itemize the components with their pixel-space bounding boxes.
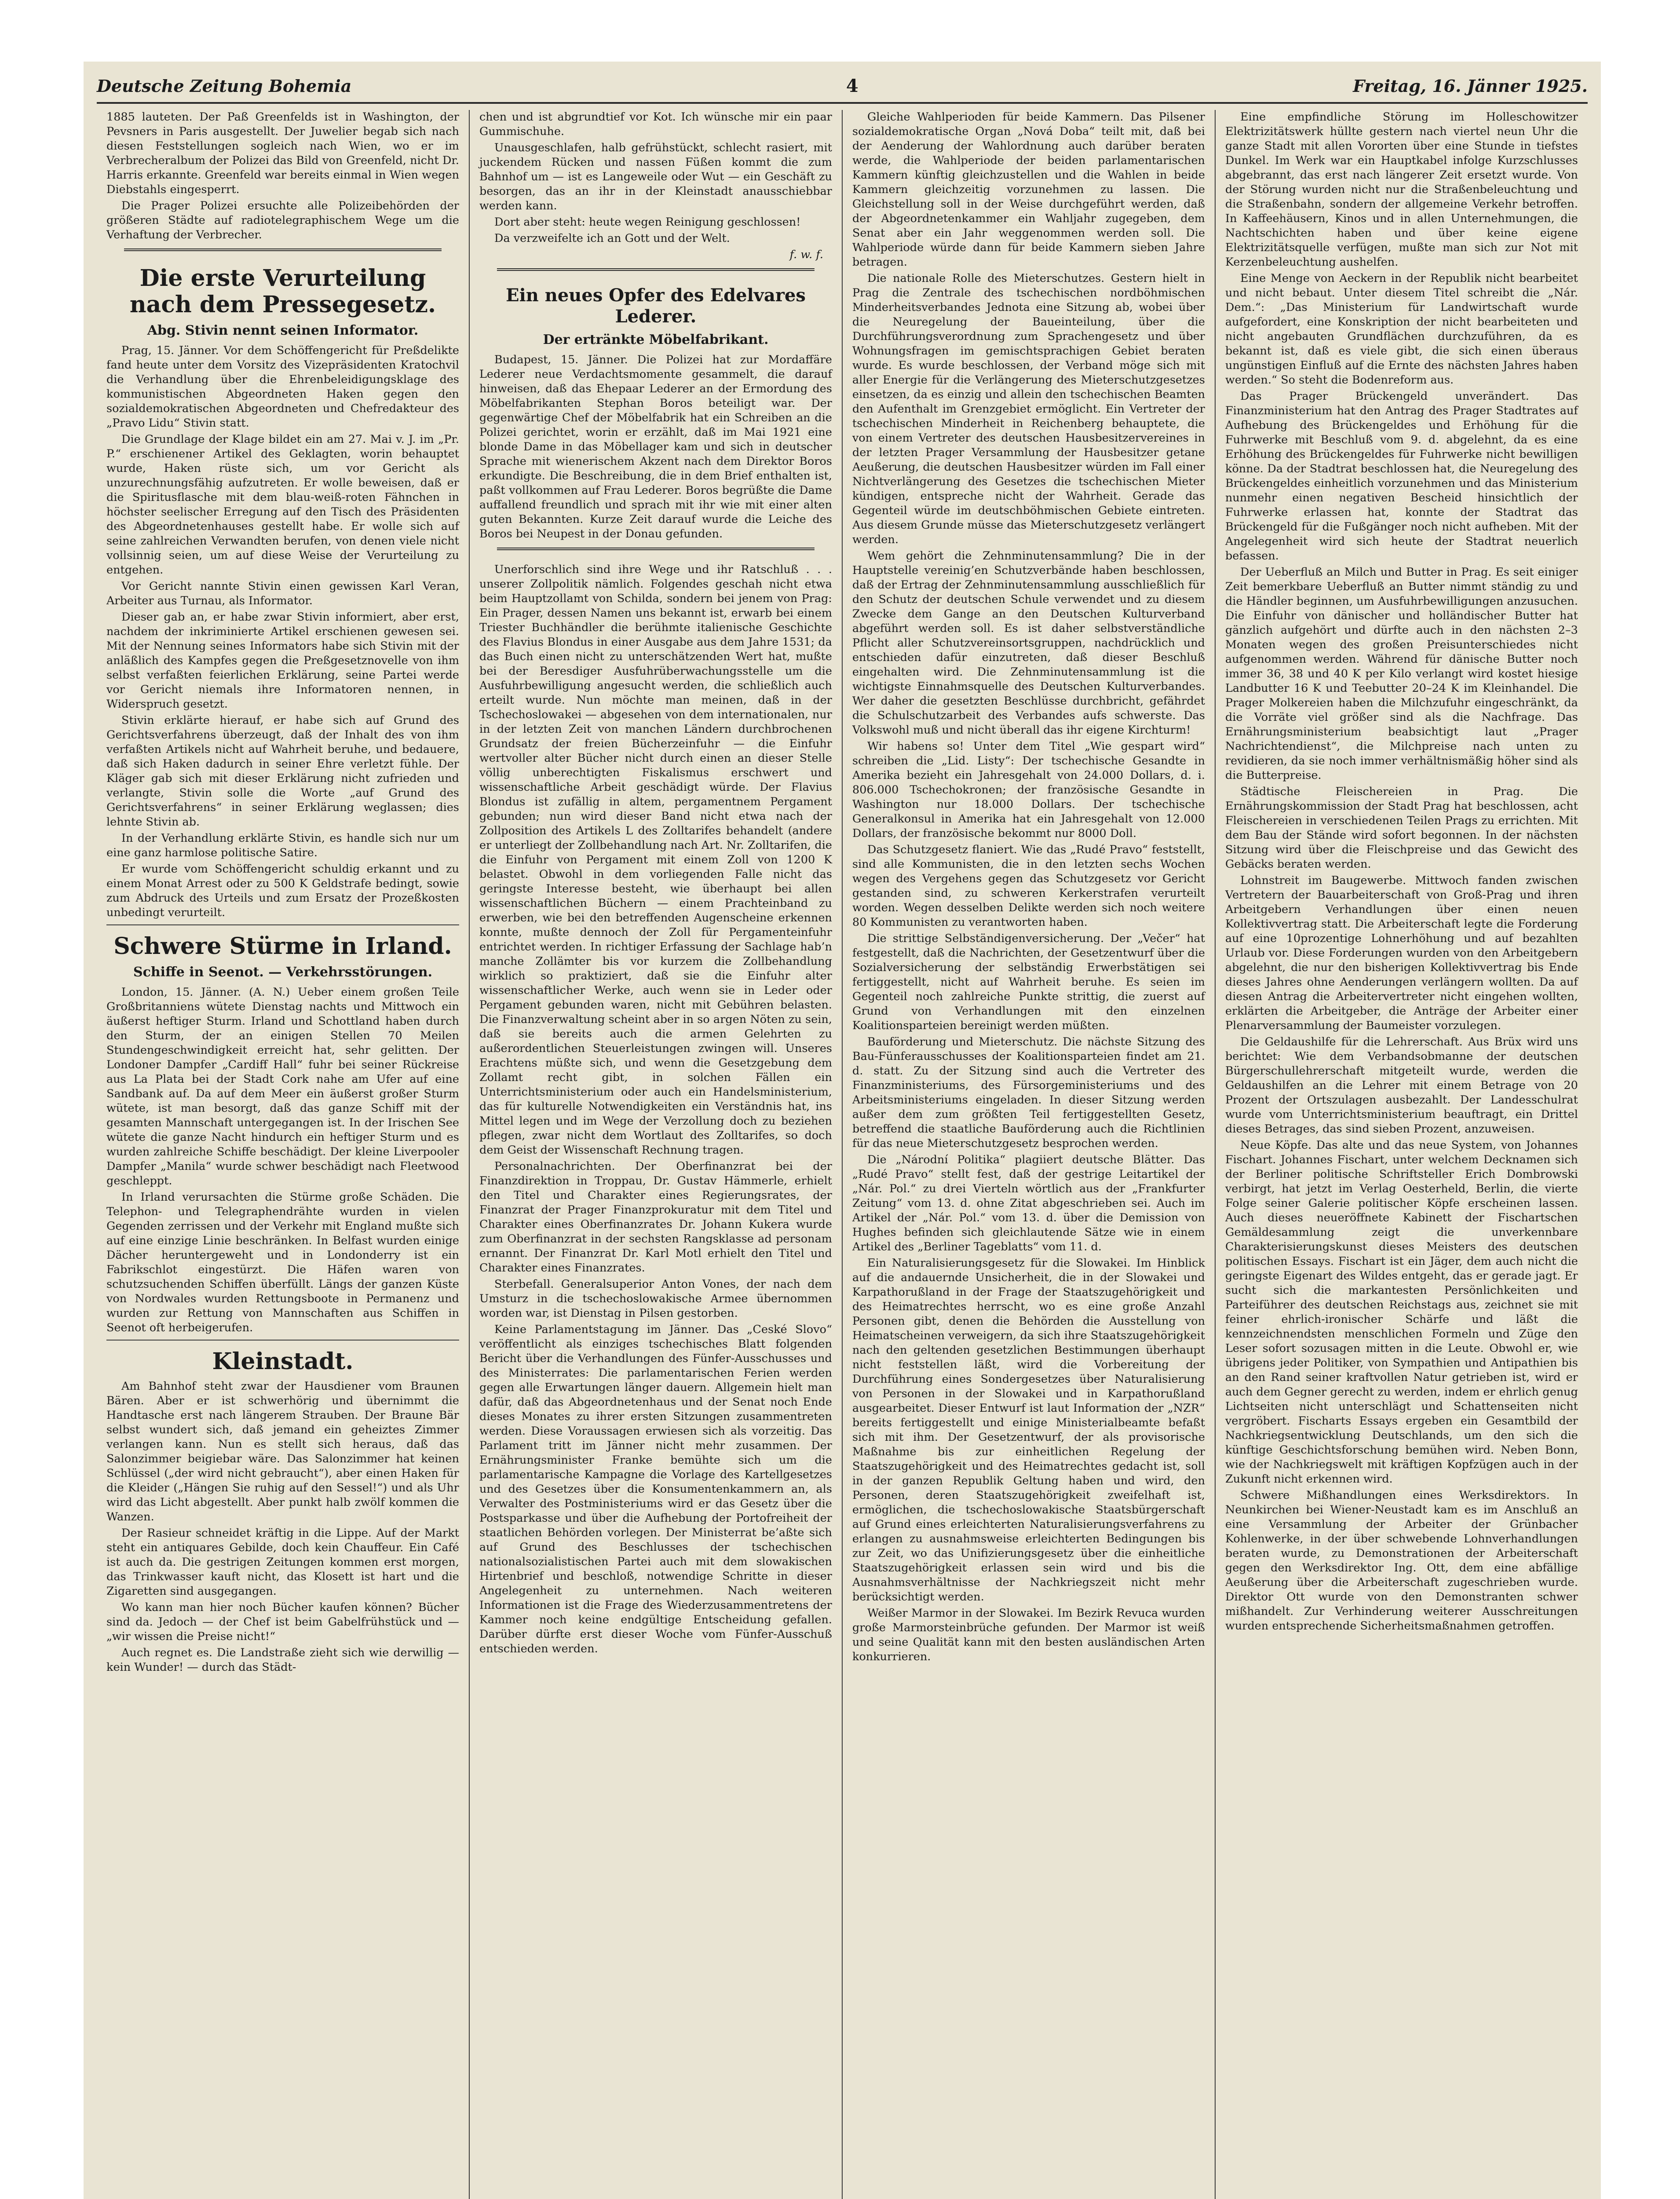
headline: Ein neues Opfer des Edelvares Lederer. — [506, 285, 806, 327]
paragraph: Bauförderung und Mieterschutz. Die nächste Sitzung des Bau-Fünferausschusses der Koalitionsparteien findet am 21. d. statt. Zu der Sitzung sind auch die Vertreter des Finanzministeriums, des Fürsorgeministeriums und des Arbeitsministeriums eingeladen. In dieser Sitzung werden außer dem zum größten Teil fertiggestellten Gesetz, betreffend die staatliche Bauförderung auch die Richtlinien für das neue Mieterschutzgesetz besprochen werden. — [852, 1035, 1205, 1150]
paragraph: Lohnstreit im Baugewerbe. Mittwoch fanden zwischen Vertretern der Bauarbeiterschaft von Groß-Prag und ihren Arbeitgebern Verhandlungen über einen neuen Kollektivvertrag statt. Die Arbeiterschaft legte die Forderung auf eine 10prozentige Lohnerhöhung und auf bezahlten Urlaub vor. Diese Forderungen wurden von den Arbeitgebern abgelehnt, die nur den bisherigen Kollektivvertrag bis Ende dieses Jahres ohne Aenderungen verlängern wollten. Da auf diesen Antrag die Arbeitervertreter nicht eingehen wollten, erklärten die Arbeitgeber, die Anträge der Arbeiter einer Plenarversammlung der Baumeister vorzulegen. — [1225, 874, 1578, 1032]
paragraph: Da verzweifelte ich an Gott und der Welt. — [494, 232, 730, 245]
paragraph: Wir habens so! Unter dem Titel „Wie gespart wird“ schreiben die „Lid. Listy“: Der tschechische Gesandte in Amerika bezieht ein Jahresgehalt von 24.000 Dollars, d. i. 806.000 Tschechokronen; der französische Gesandte in Washington nur 18.000 Dollars. Der tschechische Generalkonsul in Amerika hat ein Jahresgehalt von 12.000 Dollars, der französische bekommt nur 8000 Doll. — [852, 740, 1205, 840]
paragraph: Ein Naturalisierungsgesetz für die Slowakei. Im Hinblick auf die andauernde Unsicherheit, die in der Slowakei und Karpathorußland in der Frage der Staatszugehörigkeit und des Heimatrechtes herrscht, wo es eine große Anzahl Personen gibt, denen die Behörden die Ausstellung von Heimatscheinen verweigern, da sich ihre Staatszugehörigkeit nach den geltenden gesetzlichen Bestimmungen überhaupt nicht feststellen läßt, wird die Vorbereitung der Durchführung eines Sondergesetzes über Naturalisierung von Personen in der Slowakei und in Karpathorußland ausgearbeitet. Dieser Entwurf ist laut Information der „NZR“ bereits fertiggestellt und einige Ministerialbeamte befaßt sich mit ihm. Der Gesetzentwurf, der als provisorische Maßnahme bis zur einheitlichen Regelung der Staatszugehörigkeit und des Heimatrechtes gedacht ist, soll in der ganzen Republik Geltung haben und wird, den Personen, deren Staatszugehörigkeit zweifelhaft ist, ermöglichen, die tschechoslowakische Staatsbürgerschaft auf Grund eines erleichterten Naturalisierungsverfahrens zu erlangen zu ausnahmsweise erleichterten Bedingungen bis zur Zeit, wo das Unifizierungsgesetz über die einheitliche Staatszugehörigkeit erlassen sein wird und bis die Ausnahmsverhältnisse der Nachkriegszeit nicht mehr berücksichtigt werden. — [852, 1257, 1205, 1604]
column-3 — [843, 110, 1216, 2199]
paragraph: Die strittige Selbständigenversicherung. Der „Večer“ hat festgestellt, daß die Nachrichten, der Gesetzentwurf über die Sozialversicherung der selbständig Erwerbstätigen sei fertiggestellt, nicht auf Wahrheit beruhe. Es seien im Gegenteil noch zahlreiche Punkte strittig, die zuerst auf Grund von Verhandlungen mit den einzelnen Koalitionsparteien bereinigt werden müßten. — [852, 932, 1205, 1032]
paragraph: Eine Menge von Aeckern in der Republik nicht bearbeitet und nicht bebaut. Unter diesem Titel schreibt die „Nár. Dem.“: „Das Ministerium für Landwirtschaft wurde aufgefordert, eine Konskription der nicht bearbeiteten und nicht angebauten Grundflächen durchzuführen, da es bekannt ist, daß es viele gibt, die sich einen überaus ungünstigen Einfluß auf die Ernte des nächsten Jahres haben werden.“ So steht die Bodenreform aus. — [1225, 272, 1578, 387]
separator — [106, 1340, 459, 1341]
paragraph: Stivin erklärte hierauf, er habe sich auf Grund des Gerichtsverfahrens überzeugt, daß der Inhalt des von ihm verfaßten Artikels nicht auf Wahrheit beruhe, und bedauere, daß sich Haken dadurch in seiner Ehre verletzt fühle. Der Kläger gab sich mit dieser Erklärung nicht zufrieden und verlangte, Stivin solle die Worte „auf Grund des Gerichtsverfahrens“ in seiner Erklärung weglassen; dies lehnte Stivin ab. — [106, 714, 459, 829]
paragraph: In der Verhandlung erklärte Stivin, es handle sich nur um eine ganz harmlose politische Satire. — [106, 832, 459, 859]
paragraph: Die Grundlage der Klage bildet ein am 27. Mai v. J. im „Pr. P.“ erschienener Artikel des Geklagten, worin behauptet wurde, Haken rüste sich, um vor Gericht als unzurechnungsfähig aufzutreten. Er wolle beweisen, daß er die Spiritusflasche mit dem blau-weiß-roten Fähnchen in höchster seelischer Erregung auf den Tisch des Präsidenten des Abgeordnetenhauses gestellt habe. Er wolle sich auf seine zahlreichen Verwandten berufen, von denen viele nicht vollsinnig seien, um auf diese Weise der Verurteilung zu entgehen. — [106, 433, 459, 577]
paragraph: Sterbefall. Generalsuperior Anton Vones, der nach dem Umsturz in die tschechoslowakische Armee übernommen worden war, ist Dienstag in Pilsen gestorben. — [479, 1278, 832, 1320]
separator — [497, 268, 814, 277]
headline: Schwere Stürme in Irland. — [113, 933, 452, 960]
masthead — [97, 70, 1588, 101]
separator — [124, 248, 442, 257]
headline: Kleinstadt. — [212, 1348, 354, 1375]
paragraph: Eine empfindliche Störung im Holleschowitzer Elektrizitätswerk hüllte gestern nach viertel neun Uhr die ganze Stadt mit allen Vororten über eine Stunde in tiefstes Dunkel. Im Werk war ein Hauptkabel infolge Kurzschlusses abgebrannt, das erst nach längerer Zeit ersetzt wurde. Von der Störung wurden nicht nur die Straßenbeleuchtung und die Straßenbahn, sondern der allgemeine Verkehr betroffen. In Kaffeehäusern, Kinos und in allen Unternehmungen, die Nachtschichten haben und über keine eigene Elektrizitätsquelle verfügen, mußte man sich zur Not mit Kerzenbeleuchtung aushelfen. — [1225, 110, 1578, 269]
paragraph: Unausgeschlafen, halb gefrühstückt, schlecht rasiert, mit juckendem Rücken und nassen Füßen kommt die zum Bahnhof um — ist es Langeweile oder Wut — ein Geschäft zu besorgen, das an ihr in der Kleinstadt anausschiebbar werden kann. — [479, 141, 832, 212]
paragraph: Wem gehört die Zehnminutensammlung? Die in der Hauptstelle vereinig’en Schutzverbände haben beschlossen, daß der Ertrag der Zehnminutensammlung ausschließlich für den Schutz der deutschen Schule verwendet und zu diesem Zwecke dem Gange an den Deutschen Kulturverband abgeführt werden soll. Es ist daher selbstverständliche Pflicht aller Schutzvereinsortsgruppen, nachdrücklich und entschieden dafür einzutreten, daß dieser Beschluß eingehalten wird. Die Zehnminutensammlung ist die wichtigste Einnahmsquelle des Deutschen Kulturverbandes. Wer daher die gesetzten Beschlüsse durchbricht, gefährdet die Schulschutzarbeit des Verbandes aufs schwerste. Das Volkswohl muß und nicht überall das ihr eigene Kirchturm! — [852, 549, 1205, 737]
paragraph: Neue Köpfe. Das alte und das neue System, von Johannes Fischart. Johannes Fischart, unter welchem Decknamen sich der Berliner politische Schriftsteller Erich Dombrowski verbirgt, hat jetzt im Verlag Oesterheld, Berlin, die vierte Folge seiner Galerie politischer Köpfe erscheinen lassen. Auch dieses neueröffnete Kabinett der Fischartschen Gemäldesammlung zeigt die unverkennbare Charakterisierungskunst dieses Meisters des deutschen politischen Essays. Fischart ist ein Jäger, dem auch nicht die geringste Eigenart des Wildes entgeht, das er gerade jagt. Er sucht sich die markantesten Persönlichkeiten und Parteiführer des deutschen Reichstags aus, zeichnet sie mit feiner ehrlich-ironischer Schärfe und läßt die kennzeichnendsten menschlichen Formeln und Züge den Leser sofort sozusagen mitten in die Leute. Obwohl er, wie übrigens jeder Politiker, von Sympathien und Antipathien bis an den Rand seiner kraftvollen Natur getrieben ist, wird er auch dem Gegner gerecht zu werden, indem er ehrlich genug Lichtseiten nicht unterschlägt und Schattenseiten nicht vergröbert. Fischarts Essays ergeben ein Gesamtbild der Nachkriegsentwicklung Deutschlands, um den sich die künftige Geschichtsforschung bemühen wird. Neben Bonn, wie der Nachkriegswelt mit kräftigen Kopfzügen auch in der Zukunft nicht erkennen wird. — [1225, 1139, 1578, 1486]
paragraph: 1885 lauteten. Der Paß Greenfelds ist in Washington, der Pevsners in Paris ausgestellt. Der Juwelier begab sich nach diesen Feststellungen sogleich nach Wien, wo er im Verbrecheralbum der Polizei das Bild von Greenfeld, nicht Dr. Harris erkannte. Greenfeld war bereits einmal in Wien wegen Diebstahls eingesperrt. — [106, 110, 459, 196]
column-4 — [1216, 110, 1588, 2199]
paragraph: Am Bahnhof steht zwar der Hausdiener vom Braunen Bären. Aber er ist schwerhörig und übernimmt die Handtasche erst nach längerem Strauben. Der Braune Bär selbst wundert sich, daß jemand ein geheiztes Zimmer verlangen kann. Nun es stellt sich heraus, daß das Salonzimmer beigiebar wäre. Das Salonzimmer hat keinen Schlüssel („der wird nicht gebraucht“), aber einen Haken für die Kleider („Hängen Sie ruhig auf den Sessel!“) und als Uhr wird das Licht abgestellt. Aber punkt halb zwölf kommen die Wanzen. — [106, 1380, 459, 1523]
paragraph: Der Ueberfluß an Milch und Butter in Prag. Es seit einiger Zeit bemerkbare Ueberfluß an Butter nimmt ständig zu und die Händler beginnen, um Ausfuhrbewilligungen anzusuchen. Die Einfuhr von dänischer und holländischer Butter hat gänzlich aufgehört und dürfte auch in den nächsten 2–3 Monaten wegen des großen Preisunterschiedes nicht aufgenommen werden. Während für dänische Butter noch immer 36, 38 und 40 K per Kilo verlangt wird kostet hiesige Landbutter 16 K und Teebutter 20–24 K im Kleinhandel. Die Prager Molkereien haben die Milchzufuhr eingeschränkt, da die Vorräte viel größer sind als die Nachfrage. Das Ernährungsministerium beabsichtigt laut „Prager Nachrichtendienst“, die Milchpreise nach unten zu revidieren, da sie noch immer verhältnismäßig höher sind als die Butterpreise. — [1225, 566, 1578, 782]
paragraph: Das Prager Brückengeld unverändert. Das Finanzministerium hat den Antrag des Prager Stadtrates auf Aufhebung des Brückengeldes und Erhöhung für die Fuhrwerke mit Beschluß vom 9. d. abgelehnt, da es eine Erhöhung des Brückengeldes für Fuhrwerke nicht bewilligen könne. Da der Stadtrat beschlossen hat, die Neuregelung des Brückengeldes einheitlich vorzunehmen und das Ministerium nunmehr einen negativen Bescheid hinsichtlich der Fuhrwerke erlassen hat, konnte der Stadtrat das Brückengeld für die Fußgänger noch nicht aufheben. Mit der Angelegenheit wird sich heute der Stadtrat neuerlich befassen. — [1225, 390, 1578, 563]
paragraph: Gleiche Wahlperioden für beide Kammern. Das Pilsener sozialdemokratische Organ „Nová Doba“ teilt mit, daß bei der Aenderung der Wahlordnung auch darüber beraten werde, die Wahlperiode der beiden parlamentarischen Kammern künftig gleichzustellen und die Wahlen in beide Kammern gleichzeitig vorzunehmen zu lassen. Die Gleichstellung soll in der Weise durchgeführt werden, daß der Abgeordnetenkammer ein Wahljahr zugegeben, dem Senat aber ein Jahr weggenommen werden soll. Die Wahlperiode würde dann für beide Kammern sieben Jahre betragen. — [852, 110, 1205, 269]
column-1 — [97, 110, 470, 2199]
paragraph: chen und ist abgrundtief vor Kot. Ich wünsche mir ein paar Gummischuhe. — [479, 110, 832, 138]
paragraph: Das Schutzgesetz flaniert. Wie das „Rudé Pravo“ feststellt, sind alle Kommunisten, die in den letzten sechs Wochen wegen des Vergehens gegen das Schutzgesetz vor Gericht gestanden sind, zu schweren Kerkerstrafen verurteilt worden. Wegen desselben Delikte werden sich noch weitere 80 Kommunisten zu verantworten haben. — [852, 843, 1205, 929]
separator — [497, 548, 814, 556]
paragraph: Er wurde vom Schöffengericht schuldig erkannt und zu einem Monat Arrest oder zu 500 K Geldstrafe bedingt, sowie zum Abdruck des Urteils und zum Ersatz der Prozeßkosten unbedingt verurteilt. — [106, 862, 459, 919]
paragraph: Prag, 15. Jänner. Vor dem Schöffengericht für Preßdelikte fand heute unter dem Vorsitz des Vizepräsidenten Kratochvil die Verhandlung über die Ehrenbeleidigungsklage des kommunistischen Abgeordneten Haken gegen den sozialdemokratischen Abgeordneten und Chefredakteur des „Pravo Lidu“ Stivin statt. — [106, 344, 459, 430]
headline: Die erste Verurteilung nach dem Pressegesetz. — [129, 265, 436, 318]
paragraph: Schwere Mißhandlungen eines Werksdirektors. In Neunkirchen bei Wiener-Neustadt kam es im Anschluß an eine Versammlung der Arbeiter der Grünbacher Kohlenwerke, in der über schwebende Lohnverhandlungen beraten wurde, zu Demonstrationen der Arbeiterschaft gegen den Werksdirektor Ing. Ott, dem eine abfällige Aeußerung über die Arbeiterschaft zugeschrieben wurde. Direktor Ott wurde von den Demonstranten schwer mißhandelt. Zur Verhinderung weiterer Ausschreitungen wurden entsprechende Sicherheitsmaßnahmen getroffen. — [1225, 1489, 1578, 1633]
page-number: 4 — [846, 75, 858, 96]
paragraph: Die nationale Rolle des Mieterschutzes. Gestern hielt in Prag die Zentrale des tschechischen nordböhmischen Minderheitsverbandes Jednota eine Sitzung ab, wobei über die Neuregelung der Baueinteilung, über die Durchführungsverordnung zum Sprachengesetz und über Wohnungsfragen im gemischtsprachigen Gebiet beraten wurde. Es wurde beschlossen, der Verband möge sich mit aller Energie für die Verlängerung des Mieterschutzgesetzes einsetzen, da es einzig und allein den tschechischen Beamten den Aufenthalt im Grenzgebiet ermöglicht. Ein Vertreter der tschechischen Minderheit in Reichenberg behauptete, die von einem Vertreter des deutschen Hausbesitzervereines in der letzten Prager Versammlung der Hausbesitzer getane Aeußerung, die deutschen Hausbesitzer würden im Fall einer Nichtverlängerung des Gesetzes die tschechischen Mieter kündigen, entspreche nicht der Wahrheit. Gerade das Gegenteil würde im deutschböhmischen Gebiete eintreten. Aus diesem Grunde müsse das Mieterschutzgesetz verlängert werden. — [852, 272, 1205, 546]
paragraph: Dort aber steht: heute wegen Reinigung geschlossen! — [494, 216, 801, 229]
paragraph: Die Prager Polizei ersuchte alle Polizeibehörden der größeren Städte auf radiotelegraphischem Wege um die Verhaftung der Verbrecher. — [106, 199, 459, 241]
newspaper-page — [84, 62, 1601, 2199]
paragraph: Budapest, 15. Jänner. Die Polizei hat zur Mordaffäre Lederer neue Verdachtsmomente gesammelt, die darauf hinweisen, daß das Ehepaar Lederer an der Ermordung des Möbelfabrikanten Stephan Boros beteiligt war. Der gegenwärtige Chef der Möbelfabrik hat ein Schreiben an die Polizei gerichtet, worin er erzählt, daß im Mai 1921 eine blonde Dame in das Möbellager kam und sich in deutscher Sprache mit wienerischem Akzent nach dem Direktor Boros erkundigte. Die Beschreibung, die in dem Brief enthalten ist, paßt vollkommen auf Frau Lederer. Boros begrüßte die Dame auffallend freundlich und sprach mit ihr wie mit einer alten guten Bekannten. Kurze Zeit darauf wurde die Leiche des Boros bei Neupest in der Donau gefunden. — [479, 353, 832, 541]
paragraph: Dieser gab an, er habe zwar Stivin informiert, aber erst, nachdem der inkriminierte Artikel erschienen gewesen sei. Mit der Nennung seines Informators habe sich Stivin mit der anläßlich des Kampfes gegen die Preßgesetznovelle von ihm selbst verfaßten feierlichen Erklärung, seine Partei werde vor Gericht niemals ihre Informatoren nennen, in Widerspruch gesetzt. — [106, 610, 459, 711]
paragraph: Weißer Marmor in der Slowakei. Im Bezirk Revuca wurden große Marmorsteinbrüche gefunden. Der Marmor ist weiß und seine Qualität kann mit den besten ausländischen Arten konkurrieren. — [852, 1607, 1205, 1663]
separator — [106, 924, 459, 925]
subheadline: Der ertränkte Möbelfabrikant. — [543, 332, 769, 347]
author-signature: f. w. f. — [789, 248, 823, 261]
paragraph: Städtische Fleischereien in Prag. Die Ernährungskommission der Stadt Prag hat beschlossen, acht Fleischereien in verschiedenen Teilen Prags zu errichten. Mit dem Bau der Stände wird sofort begonnen. In der nächsten Sitzung wird über die Fleischpreise und das Gewicht des Gebäcks beraten werden. — [1225, 785, 1578, 871]
paragraph: London, 15. Jänner. (A. N.) Ueber einem großen Teile Großbritanniens wütete Dienstag nachts und Mittwoch ein äußerst heftiger Sturm. Irland und Schottland haben durch den Sturm, der an einigen Stellen 70 Meilen Stundengeschwindigkeit erreicht hat, sehr gelitten. Der Londoner Dampfer „Cardiff Hall“ fuhr bei seiner Rückreise aus La Plata bei der Stadt Cork nahe am Ufer auf eine Sandbank auf. Da auf dem Meer ein äußerst großer Sturm wütete, ist man besorgt, daß das ganze Schiff mit der gesamten Mannschaft untergegangen ist. In der Irischen See wütete die ganze Nacht hindurch ein heftiger Sturm und es wurden zahlreiche Schiffe beschädigt. Der kleine Liverpooler Dampfer „Manila“ wurde schwer beschädigt nach Fleetwood geschleppt. — [106, 986, 459, 1187]
paragraph: Auch regnet es. Die Landstraße zieht sich wie derwillig — kein Wunder! — durch das Städt- — [106, 1646, 459, 1674]
paragraph: Der Rasieur schneidet kräftig in die Lippe. Auf der Markt steht ein antiquares Gebilde, doch kein Chauffeur. Ein Café ist auch da. Die gestrigen Zeitungen kommen erst morgen, das Trinkwasser kauft nicht, das Klosett ist hart und die Zigaretten sind ausgegangen. — [106, 1527, 459, 1598]
columns — [97, 110, 1588, 2199]
paragraph: Vor Gericht nannte Stivin einen gewissen Karl Veran, Arbeiter aus Turnau, als Informator. — [106, 580, 459, 607]
paragraph: Wo kann man hier noch Bücher kaufen können? Bücher sind da. Jedoch — der Chef ist beim Gabelfrühstück und — „wir wissen die Preise nicht!“ — [106, 1601, 459, 1643]
paragraph: Die „Národní Politika“ plagiiert deutsche Blätter. Das „Rudé Pravo“ stellt fest, daß der gestrige Leitartikel der „Nár. Pol.“ zu drei Vierteln wörtlich aus der „Frankfurter Zeitung“ vom 13. d. ohne Zitat abgeschrieben sei. Auch im Artikel der „Nár. Pol.“ vom 13. d. über die Demission von Hughes befinden sich gleichlautende Sätze wie in einem Artikel des „Berliner Tageblatts“ vom 11. d. — [852, 1153, 1205, 1253]
subheadline: Schiffe in Seenot. — Verkehrsstörungen. — [133, 964, 433, 980]
paragraph: Unerforschlich sind ihre Wege und ihr Ratschluß . . . unserer Zollpolitik nämlich. Folgendes geschah nicht etwa beim Hauptzollamt von Schilda, sondern bei jenem von Prag: Ein Prager, dessen Namen uns bekannt ist, erwarb bei einem Triester Buchhändler die berühmte italienische Geschichte des Flavius Blondus in einer Ausgabe aus dem Jahre 1531; da das Buch einen nicht zu unterschätzenden Wert hat, mußte bei der Beresdiger Ausfuhrüberwachungsstelle um die Ausfuhrbewilligung angesucht werden, die schließlich auch erteilt wurde. Nun möchte man meinen, daß in der Tschechoslowakei — abgesehen von dem internationalen, nur in der letzten Zeit von manchen Ländern durchbrochenen Grundsatz der freien Bücherzeinfuhr — die Einfuhr wertvoller alter Bücher nicht durch einen an dieser Stelle völlig unberechtigten Fiskalismus erschwert und wissenschaftliche Arbeit geschädigt würde. Der Flavius Blondus ist zufällig in altem, pergamentnem Pergament gebunden; nun wird dieser Band nicht etwa nach der Zollposition des Artikels L des Zolltarifes behandelt (andere er unterliegt der Zollbehandlung nach Art. Nr. Zolltarifen, die die Einfuhr von Pergament mit einem Zoll von 1200 K belastet. Obwohl in dem vorliegenden Falle nicht das geringste Interesse besteht, wie überhaupt bei allen wissenschaftlichen Büchern — einem Prachteinband zu erwerben, wie bei den betreffenden Augenscheine erkennen konnte, mußte dennoch der Zoll für Pergamenteinfuhr entrichtet werden. In richtiger Erfassung der Sachlage hab’n manche Zollämter bis vor kurzem die Zollbehandlung wirklich so praktiziert, daß sie die Einfuhr alter wissenschaftlicher Werke, auch wenn sie in Leder oder Pergament gebunden waren, nicht mit Gebühren belasten. Die Finanzverwaltung scheint aber in so argen Nöten zu sein, daß sie bereits auch die armen Gelehrten zu außerordentlichen Steuerleistungen zwingen will. Unseres Erachtens müßte sich, und wenn die Gesetzgebung dem Zollamt recht gibt, in solchen Fällen ein Unterrichtsministerium oder auch ein Handelsministerium, das für kulturelle Notwendigkeiten ein Verständnis hat, ins Mittel legen und im Wege der Verzollung doch zu beziehen pflegen, zwar nicht dem Wortlaut des Zolltarifes, so doch dem Geist der Wissenschaft Rechnung tragen. — [479, 563, 832, 1157]
paragraph: Keine Parlamentstagung im Jänner. Das „Ceské Slovo“ veröffentlicht als einziges tschechisches Blatt folgenden Bericht über die Verhandlungen des Fünfer-Ausschusses und des Ministerrates: Die parlamentarischen Ferien werden gegen alle Erwartungen länger dauern. Allgemein hielt man dafür, daß das Abgeordnetenhaus und der Senat noch Ende dieses Monates zu ihrer ersten Sitzungen zusammentreten werden. Diese Voraussagen erwiesen sich als vorzeitig. Das Parlament tritt im Jänner nicht mehr zusammen. Der Ernährungsminister Franke bemühte sich um die parlamentarische Kampagne die Vorlage des Kartellgesetzes und des Gesetzes über die Konsumentenkammern an, als Verwalter des Postministeriums wird er das Gesetz über die Postsparkasse und über die Aufhebung der Portofreiheit der staatlichen Behörden vorlegen. Der Ministerrat be’aßte sich auf Grund des Beschlusses der tschechischen nationalsozialistischen Partei auch mit dem slowakischen Hirtenbrief und beschloß, notwendige Schritte in dieser Angelegenheit zu unternehmen. Nach weiteren Informationen ist die Frage des Wiederzusammentretens der Kammer noch keine endgültige Entscheidung gefallen. Darüber dürfte erst dieser Woche vom Fünfer-Ausschuß entschieden werden. — [479, 1323, 832, 1655]
paragraph: Personalnachrichten. Der Oberfinanzrat bei der Finanzdirektion in Troppau, Dr. Gustav Hämmerle, erhielt den Titel und Charakter eines Regierungsrates, der Finanzrat der Prager Finanzprokuratur mit dem Titel und Charakter eines Oberfinanzrates Dr. Johann Kukera wurde zum Oberfinanzrat in der sechsten Rangsklasse ad personam ernannt. Der Finanzrat Dr. Karl Motl erhielt den Titel und Charakter eines Finanzrates. — [479, 1160, 832, 1275]
paragraph: In Irland verursachten die Stürme große Schäden. Die Telephon- und Telegraphendrähte wurden in vielen Gegenden zerrissen und der Verkehr mit England mußte sich auf eine einzige Linie beschränken. In Belfast wurden einige Dächer heruntergeweht und in Londonderry ist ein Fabrikschlot eingestürzt. Die Häfen waren von schutzsuchenden Schiffen überfüllt. Längs der ganzen Küste von Nordwales wurden Rettungsboote in Permanenz und wurden zur Rettung von Mannschaften aus Schiffen in Seenot oft herbeigerufen. — [106, 1191, 459, 1334]
column-2 — [470, 110, 843, 2199]
masthead-date: Freitag, 16. Jänner 1925. — [1353, 76, 1588, 96]
paragraph: Die Geldaushilfe für die Lehrerschaft. Aus Brüx wird uns berichtet: Wie dem Verbandsobmanne der deutschen Bürgerschullehrerschaft mitgeteilt wurde, werden die Geldaushilfen an die Lehrer mit einem Betrage von 20 Prozent der Ortszulagen ausbezahlt. Der Landesschulrat wurde vom Unterrichtsministerium beauftragt, ein Drittel dieses Betrages, das sind sieben Prozent, anzuweisen. — [1225, 1035, 1578, 1136]
masthead-title: Deutsche Zeitung Bohemia — [97, 76, 352, 96]
masthead-rule — [97, 102, 1588, 104]
subheadline: Abg. Stivin nennt seinen Informator. — [147, 323, 419, 338]
